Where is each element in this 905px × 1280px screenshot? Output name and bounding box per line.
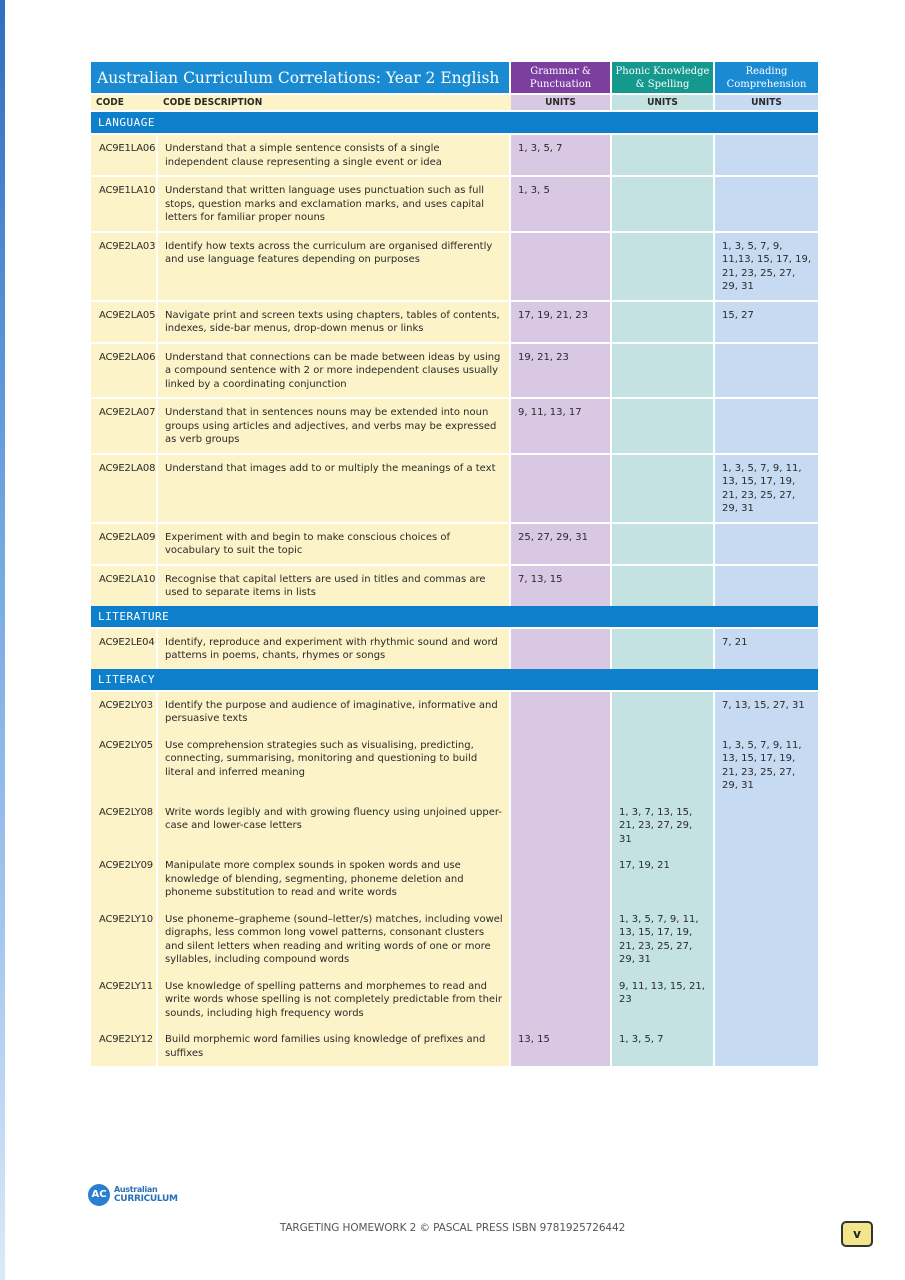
code-cell: AC9E2LA03: [91, 233, 158, 302]
reading-units-cell: [715, 399, 818, 455]
grammar-units-cell: [511, 455, 612, 524]
phonic-units-cell: [612, 135, 715, 177]
code-cell: AC9E2LA10: [91, 566, 158, 606]
reading-units-label: UNITS: [715, 95, 818, 112]
table-row: [91, 732, 818, 799]
reading-units-cell: 15, 27: [715, 302, 818, 344]
table-subheader-row: [91, 95, 818, 112]
table-row: [91, 233, 818, 302]
reading-units-cell: [715, 973, 818, 1027]
table-row: [91, 852, 818, 906]
section-title: LANGUAGE: [91, 112, 818, 135]
phonic-units-cell: [612, 455, 715, 524]
table-row: [91, 135, 818, 177]
reading-units-cell: [715, 799, 818, 853]
australian-curriculum-logo: [88, 1184, 188, 1206]
phonic-units-cell: [612, 566, 715, 606]
grammar-units-cell: [511, 233, 612, 302]
code-cell: AC9E2LY05: [91, 732, 158, 799]
logo-line-1: Australian: [114, 1185, 158, 1194]
description-cell: Understand that written language uses punctuation such as full stops, question marks and exclamation marks, and uses capital letters for familiar proper nouns: [158, 177, 511, 233]
reading-units-cell: [715, 1026, 818, 1066]
section-header-literature: [91, 606, 818, 629]
table-title: Australian Curriculum Correlations: Year 2 English: [91, 62, 511, 95]
description-cell: Build morphemic word families using knowledge of prefixes and suffixes: [158, 1026, 511, 1066]
phonic-units-cell: [612, 233, 715, 302]
code-cell: AC9E2LA05: [91, 302, 158, 344]
reading-units-cell: [715, 135, 818, 177]
phonic-units-cell: 1, 3, 7, 13, 15, 21, 23, 27, 29, 31: [612, 799, 715, 853]
description-cell: Understand that connections can be made between ideas by using a compound sentence with 2 or more independent clauses usually linked by a coordinating conjunction: [158, 344, 511, 400]
reading-units-cell: 1, 3, 5, 7, 9, 11, 13, 15, 17, 19, 21, 23, 25, 27, 29, 31: [715, 732, 818, 799]
language-rows: [91, 135, 818, 606]
table-row: [91, 973, 818, 1027]
code-cell: AC9E2LY12: [91, 1026, 158, 1066]
phonic-units-cell: 1, 3, 5, 7, 9, 11, 13, 15, 17, 19, 21, 23, 25, 27, 29, 31: [612, 906, 715, 973]
ac-logo-icon: AC: [88, 1184, 110, 1206]
description-cell: Understand that in sentences nouns may be extended into noun groups using articles and adjectives, and verbs may be expressed as verb groups: [158, 399, 511, 455]
reading-units-cell: 1, 3, 5, 7, 9, 11, 13, 15, 17, 19, 21, 23, 25, 27, 29, 31: [715, 455, 818, 524]
reading-units-cell: [715, 177, 818, 233]
grammar-units-cell: 25, 27, 29, 31: [511, 524, 612, 566]
phonic-units-cell: [612, 732, 715, 799]
code-cell: AC9E2LY09: [91, 852, 158, 906]
reading-units-cell: 7, 21: [715, 629, 818, 669]
description-cell: Use comprehension strategies such as visualising, predicting, connecting, summarising, monitoring and questioning to build literal and inferred meaning: [158, 732, 511, 799]
table-row: [91, 344, 818, 400]
footer-text: TARGETING HOMEWORK 2 © PASCAL PRESS ISBN 9781925726442: [279, 1222, 626, 1234]
phonic-units-cell: [612, 629, 715, 669]
description-cell: Recognise that capital letters are used in titles and commas are used to separate items in lists: [158, 566, 511, 606]
phonic-units-cell: 1, 3, 5, 7: [612, 1026, 715, 1066]
table-row: [91, 302, 818, 344]
description-cell: Identify, reproduce and experiment with rhythmic sound and word patterns in poems, chants, rhymes or songs: [158, 629, 511, 669]
table-row: [91, 1026, 818, 1066]
section-title: LITERACY: [91, 669, 818, 692]
table-row: [91, 799, 818, 853]
reading-units-cell: 7, 13, 15, 27, 31: [715, 692, 818, 732]
code-cell: AC9E2LY03: [91, 692, 158, 732]
grammar-units-cell: [511, 852, 612, 906]
correlations-table-wrapper: [91, 62, 818, 1066]
code-cell: AC9E2LA07: [91, 399, 158, 455]
description-cell: Manipulate more complex sounds in spoken words and use knowledge of blending, segmenting, phoneme deletion and phoneme substitution to read and write words: [158, 852, 511, 906]
grammar-column-header: Grammar & Punctuation: [511, 62, 612, 95]
code-cell: AC9E2LE04: [91, 629, 158, 669]
description-cell: Identify how texts across the curriculum are organised differently and use language features depending on purposes: [158, 233, 511, 302]
grammar-units-cell: [511, 732, 612, 799]
section-title: LITERATURE: [91, 606, 818, 629]
grammar-units-cell: 1, 3, 5, 7: [511, 135, 612, 177]
description-cell: Use phoneme–grapheme (sound–letter/s) matches, including vowel digraphs, less common long vowel patterns, consonant clusters and silent letters when reading and writing words of one or more syllables, including compound words: [158, 906, 511, 973]
grammar-units-label: UNITS: [511, 95, 612, 112]
description-column-label: CODE DESCRIPTION: [158, 95, 511, 112]
grammar-units-cell: [511, 906, 612, 973]
grammar-units-cell: [511, 692, 612, 732]
logo-line-2: CURRICULUM: [114, 1194, 178, 1204]
phonic-units-cell: [612, 524, 715, 566]
phonic-units-label: UNITS: [612, 95, 715, 112]
reading-units-cell: [715, 566, 818, 606]
table-row: [91, 692, 818, 732]
section-header-language: [91, 112, 818, 135]
table-row: [91, 455, 818, 524]
table-row: [91, 399, 818, 455]
grammar-units-cell: [511, 973, 612, 1027]
table-row: [91, 566, 818, 606]
code-cell: AC9E1LA06: [91, 135, 158, 177]
grammar-units-cell: [511, 629, 612, 669]
grammar-units-cell: [511, 799, 612, 853]
table-title-row: [91, 62, 818, 95]
description-cell: Experiment with and begin to make conscious choices of vocabulary to suit the topic: [158, 524, 511, 566]
grammar-units-cell: 13, 15: [511, 1026, 612, 1066]
phonic-units-cell: [612, 692, 715, 732]
phonic-units-cell: [612, 302, 715, 344]
grammar-units-cell: 1, 3, 5: [511, 177, 612, 233]
description-cell: Understand that images add to or multiply the meanings of a text: [158, 455, 511, 524]
code-column-label: CODE: [91, 95, 158, 112]
correlations-table: [91, 62, 818, 1066]
reading-units-cell: [715, 906, 818, 973]
phonic-units-cell: [612, 177, 715, 233]
code-cell: AC9E2LY10: [91, 906, 158, 973]
description-cell: Navigate print and screen texts using chapters, tables of contents, indexes, side-bar menus, drop-down menus or links: [158, 302, 511, 344]
table-row: [91, 906, 818, 973]
code-cell: AC9E2LY08: [91, 799, 158, 853]
reading-units-cell: 1, 3, 5, 7, 9, 11,13, 15, 17, 19, 21, 23, 25, 27, 29, 31: [715, 233, 818, 302]
phonic-units-cell: [612, 399, 715, 455]
literacy-rows: [91, 692, 818, 1067]
page-number: v: [841, 1221, 873, 1247]
code-cell: AC9E2LA09: [91, 524, 158, 566]
phonic-units-cell: 17, 19, 21: [612, 852, 715, 906]
phonic-column-header: Phonic Knowledge & Spelling: [612, 62, 715, 95]
grammar-units-cell: 7, 13, 15: [511, 566, 612, 606]
code-cell: AC9E2LA06: [91, 344, 158, 400]
reading-units-cell: [715, 852, 818, 906]
grammar-units-cell: 9, 11, 13, 17: [511, 399, 612, 455]
grammar-units-cell: 19, 21, 23: [511, 344, 612, 400]
grammar-units-cell: 17, 19, 21, 23: [511, 302, 612, 344]
code-cell: AC9E1LA10: [91, 177, 158, 233]
table-row: [91, 177, 818, 233]
description-cell: Use knowledge of spelling patterns and morphemes to read and write words whose spelling is not completely predictable from their sounds, including high frequency words: [158, 973, 511, 1027]
reading-column-header: Reading Comprehension: [715, 62, 818, 95]
table-row: [91, 524, 818, 566]
phonic-units-cell: 9, 11, 13, 15, 21, 23: [612, 973, 715, 1027]
literature-rows: [91, 629, 818, 669]
page-edge-stripe: [0, 0, 5, 1280]
code-cell: AC9E2LY11: [91, 973, 158, 1027]
section-header-literacy: [91, 669, 818, 692]
description-cell: Understand that a simple sentence consists of a single independent clause representing a single event or idea: [158, 135, 511, 177]
table-row: [91, 629, 818, 669]
reading-units-cell: [715, 524, 818, 566]
description-cell: Identify the purpose and audience of imaginative, informative and persuasive texts: [158, 692, 511, 732]
phonic-units-cell: [612, 344, 715, 400]
code-cell: AC9E2LA08: [91, 455, 158, 524]
description-cell: Write words legibly and with growing fluency using unjoined upper-case and lower-case letters: [158, 799, 511, 853]
reading-units-cell: [715, 344, 818, 400]
